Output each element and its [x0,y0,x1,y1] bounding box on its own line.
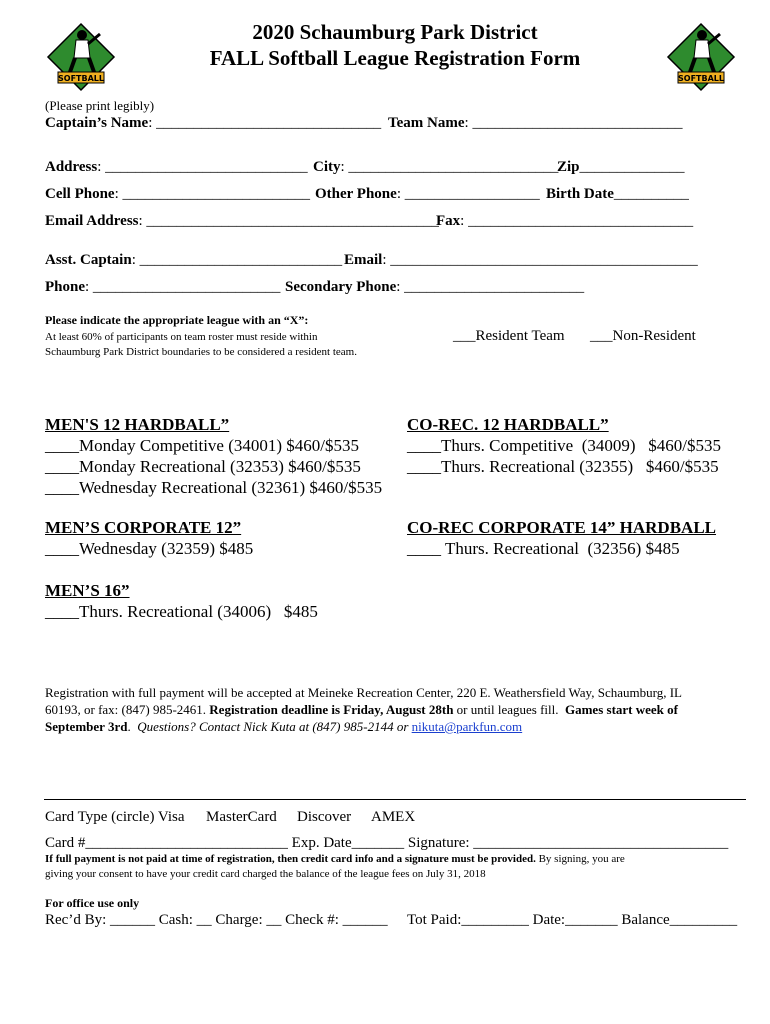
birth-date-field[interactable] [546,186,689,203]
secondary-phone-line[interactable]: : ________________________ [396,279,585,295]
zip-line[interactable]: ______________ [579,159,685,175]
card-type-label[interactable]: Card Type (circle) Visa [45,809,185,825]
corec12-heading: CO-REC. 12 HARDBALL” [407,415,609,434]
other-phone-label: Other Phone [315,186,397,202]
other-phone-line[interactable]: : __________________ [396,186,540,202]
zip-label: Zip [557,159,580,175]
birth-date-line[interactable]: __________ [613,186,689,202]
info-line2 [45,702,678,718]
questions-contact: Questions? Contact Nick Kuta at (847) 985-2144 or [137,719,412,734]
captain-name-line[interactable]: : ______________________________ [148,115,382,131]
mens12-option[interactable]: ____Monday Recreational (32353) $460/$535 [45,457,361,476]
cell-phone-label: Cell Phone [45,186,115,202]
team-name-field[interactable] [388,115,682,132]
phone-line[interactable]: : _________________________ [85,279,281,295]
team-name-line[interactable]: : ____________________________ [464,115,683,131]
secondary-phone-field[interactable] [285,279,584,296]
phone-field[interactable] [45,279,280,296]
logo-text: SOFTBALL [58,74,104,83]
payment-notice-line1 [45,853,625,865]
city-label: City [313,159,341,175]
cell-phone-line[interactable]: : _________________________ [114,186,311,202]
form-title-line1: 2020 Schaumburg Park District [252,20,538,44]
email-address-field[interactable] [45,213,439,230]
menscorp12-option[interactable]: ____Wednesday (32359) $485 [45,539,254,558]
card-type-discover[interactable]: Discover [297,809,352,825]
info-separator: . [127,719,138,734]
office-use-right: Tot Paid:_________ Date:_______ Balance_________ [407,912,738,928]
resident-team-option[interactable]: ___Resident Team [453,328,565,344]
office-use-left: Rec’d By: ______ Cash: __ Charge: __ Check #: ______ [45,912,388,928]
payment-notice-line2: giving your consent to have your credit card charged the balance of the league fees on July 31, 2018 [45,868,486,880]
logo-text: SOFTBALL [678,74,724,83]
contact-email-link[interactable]: nikuta@parkfun.com [411,719,523,734]
coreccorp14-heading: CO-REC CORPORATE 14” HARDBALL [407,518,717,537]
non-resident-option[interactable]: ___Non-Resident [590,328,696,344]
card-type-mastercard[interactable]: MasterCard [206,809,277,825]
payment-notice-bold: If full payment is not paid at time of registration, then credit card info and a signature must be provided. [45,853,536,865]
address-line[interactable]: : ___________________________ [97,159,308,175]
print-note: (Please print legibly) [45,98,155,113]
corec12-option[interactable]: ____Thurs. Recreational (32355) $460/$535 [407,457,719,476]
fax-field[interactable] [436,213,693,230]
zip-field[interactable] [557,159,685,176]
other-phone-field[interactable] [315,186,540,203]
resident-note-line2: Schaumburg Park District boundaries to be considered a resident team. [45,346,357,358]
corec12-option[interactable]: ____Thurs. Competitive (34009) $460/$535 [407,436,722,455]
payment-notice-rest: By signing, you are [535,853,625,865]
asst-captain-label: Asst. Captain [45,252,132,268]
city-line[interactable]: : ____________________________ [340,159,559,175]
address-label: Address [45,159,98,175]
office-use-heading: For office use only [45,896,140,910]
card-number-signature-line[interactable]: Card #___________________________ Exp. Date_______ Signature: __________________________________ [45,835,729,851]
captain-name-label: Captain’s Name [45,115,149,131]
card-type-amex[interactable]: AMEX [371,809,416,825]
info-line3 [45,719,522,735]
phone-label: Phone [45,279,86,295]
resident-note-line1: At least 60% of participants on team roster must reside within [45,331,318,343]
registration-deadline: Registration deadline is Friday, August 28th [209,702,454,717]
mens16-option[interactable]: ____Thurs. Recreational (34006) $485 [45,602,318,621]
email-address-line[interactable]: : _______________________________________ [138,213,439,229]
asst-captain-line[interactable]: : ___________________________ [131,252,343,268]
mens12-option[interactable]: ____Monday Competitive (34001) $460/$535 [45,436,360,455]
secondary-phone-label: Secondary Phone [285,279,397,295]
menscorp12-heading: MEN’S CORPORATE 12” [45,518,242,537]
fax-line[interactable]: : ______________________________ [460,213,694,229]
info-line1: Registration with full payment will be accepted at Meineke Recreation Center, 220 E. Weathersfield Way, Schaumburg, IL [45,685,682,700]
payment-divider [44,799,746,800]
asst-email-label: Email [344,252,383,268]
mens16-heading: MEN’S 16” [45,581,130,600]
asst-email-field[interactable] [344,252,698,269]
coreccorp14-option[interactable]: ____ Thurs. Recreational (32356) $485 [407,539,680,558]
email-address-label: Email Address [45,213,139,229]
team-name-label: Team Name [388,115,465,131]
captain-name-field[interactable] [45,115,381,132]
info-fax: 60193, or fax: (847) 985-2461. [45,702,210,717]
mens12-option[interactable]: ____Wednesday Recreational (32361) $460/$535 [45,478,383,497]
cell-phone-field[interactable] [45,186,310,203]
games-start-date: September 3rd [45,719,128,734]
form-title-line2: FALL Softball League Registration Form [209,46,581,70]
city-field[interactable] [313,159,558,176]
mens12-heading: MEN'S 12 HARDBALL” [45,415,230,434]
league-instruction: Please indicate the appropriate league with an “X”: [45,313,309,327]
games-start: Games start week of [564,702,678,717]
address-field[interactable] [45,159,308,176]
asst-captain-field[interactable] [45,252,342,269]
fax-label: Fax [436,213,461,229]
birth-date-label: Birth Date [546,186,614,202]
info-fill: or until leagues fill. [453,702,565,717]
asst-email-line[interactable]: : _________________________________________ [382,252,698,268]
